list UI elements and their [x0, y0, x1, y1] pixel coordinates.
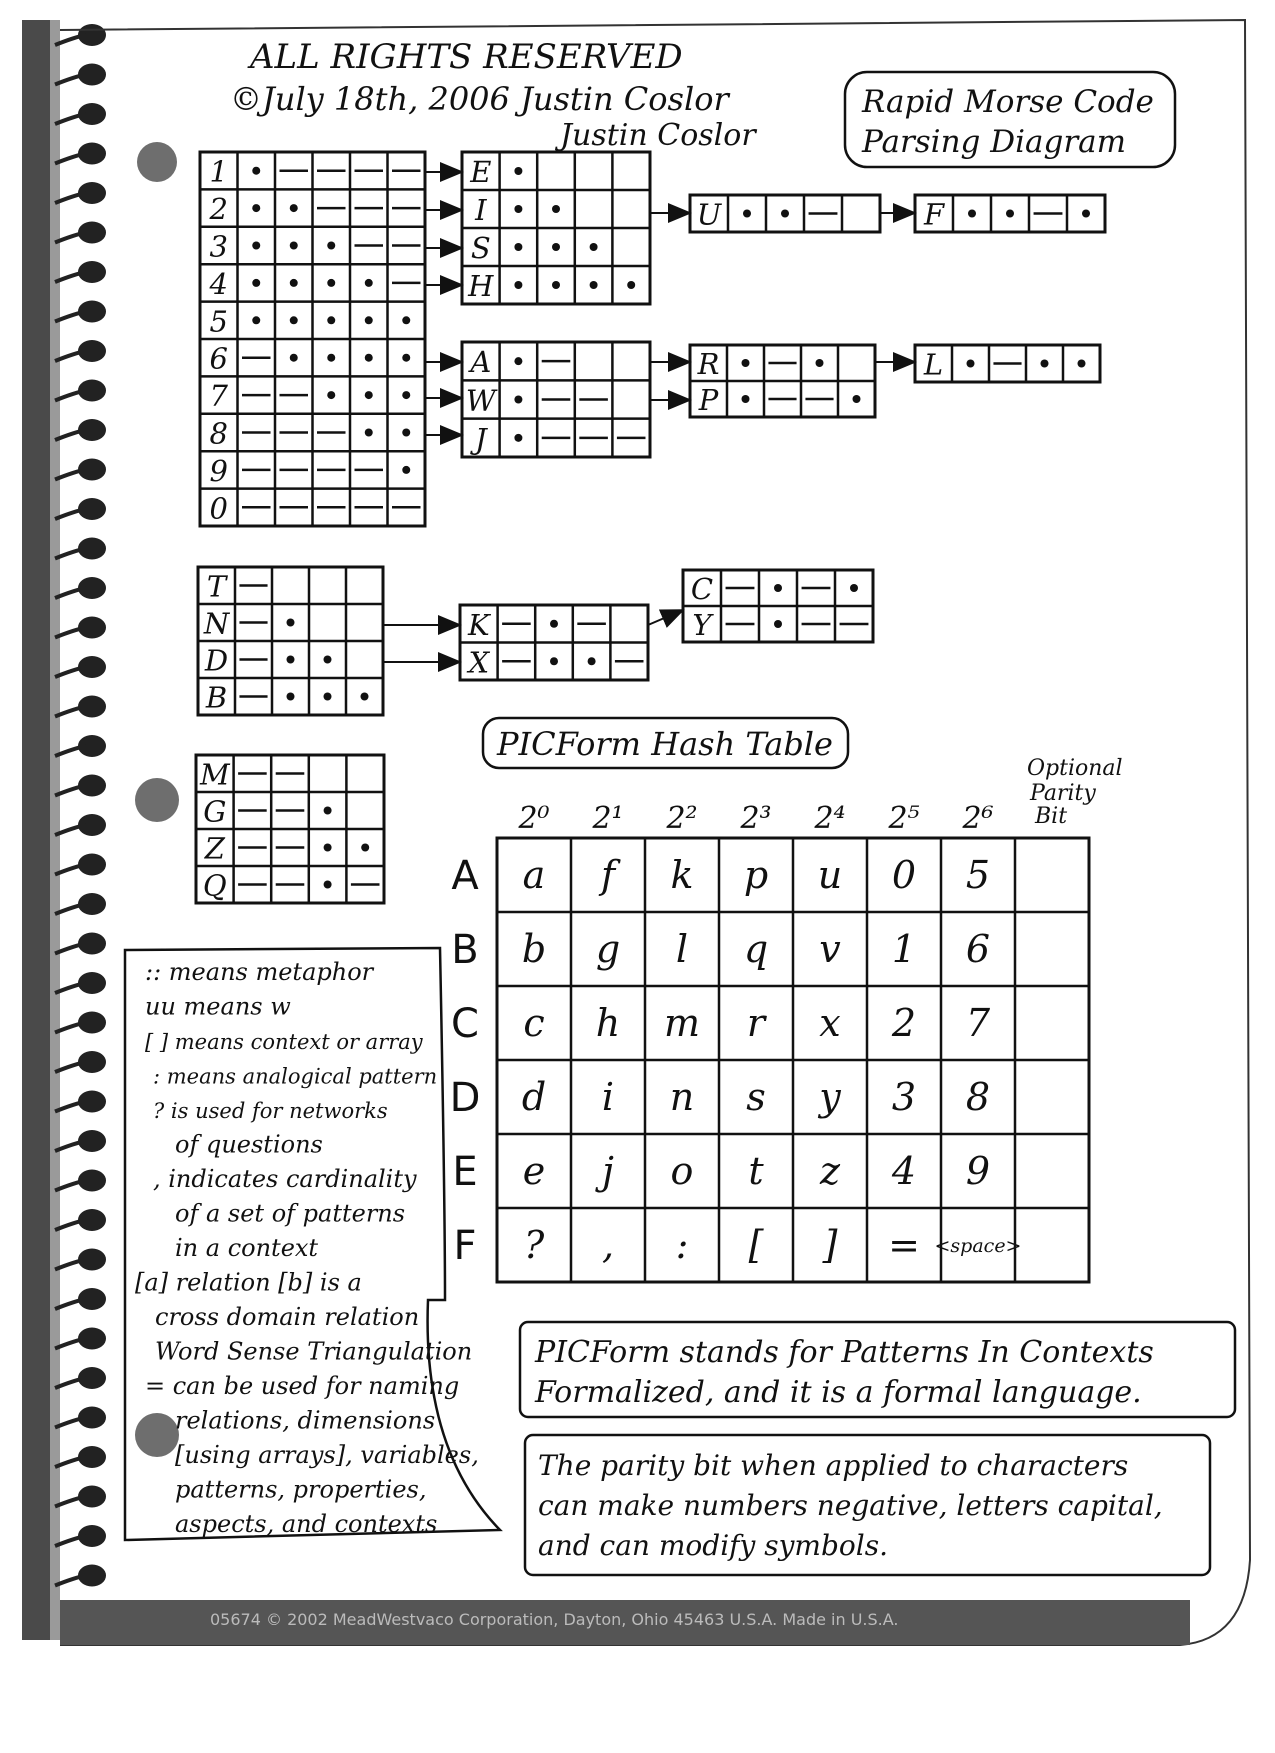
hash-col-header: 2¹ [592, 801, 624, 836]
morse-dot [365, 429, 373, 437]
legend-line: aspects, and contexts [175, 1510, 438, 1538]
morse-dot [967, 360, 975, 368]
morse-table-kx [460, 605, 648, 680]
morse-dot [588, 657, 596, 665]
morse-dot [743, 210, 751, 218]
morse-dot [552, 281, 560, 289]
morse-dot [514, 205, 522, 213]
morse-dot [402, 391, 410, 399]
morse-dot [402, 429, 410, 437]
hash-cell-value: n [669, 1075, 695, 1119]
hash-col-header: 2⁵ [888, 801, 920, 836]
morse-dot [365, 354, 373, 362]
title-line-2: Parsing Diagram [862, 124, 1127, 160]
hash-cell-value: b [521, 927, 547, 971]
hash-cell-value: , [601, 1223, 615, 1267]
hash-cell-value: i [601, 1075, 615, 1119]
picform-note-line-2: Formalized, and it is a formal language. [535, 1375, 1142, 1410]
legend-line: relations, dimensions [175, 1406, 436, 1435]
morse-letter-label: 0 [209, 491, 228, 526]
morse-dot [287, 619, 295, 627]
hash-table [450, 801, 1089, 1282]
morse-dot [252, 167, 260, 175]
morse-dot [742, 395, 750, 403]
hash-cell-value: l [675, 927, 689, 971]
morse-dot [252, 316, 260, 324]
hash-cell-value: s [746, 1075, 766, 1119]
morse-dot [552, 243, 560, 251]
morse-dot [365, 391, 373, 399]
morse-dot [853, 395, 861, 403]
morse-letter-label: F [923, 197, 945, 232]
morse-letter-label: C [690, 572, 714, 606]
hash-cell-value: 1 [891, 927, 917, 971]
hash-cell-value: 9 [965, 1149, 991, 1193]
morse-letter-label: H [468, 269, 494, 303]
morse-letter-label: Y [692, 608, 712, 642]
morse-tables [196, 152, 1105, 903]
morse-letter-label: 1 [209, 154, 228, 189]
morse-dot [324, 693, 332, 701]
morse-letter-label: U [696, 197, 722, 232]
morse-dot [1006, 210, 1014, 218]
parity-note-line-2: can make numbers negative, letters capital, [538, 1489, 1163, 1522]
morse-letter-label: P [698, 383, 719, 417]
rights-reserved-heading: ALL RIGHTS RESERVED [250, 37, 683, 77]
hash-cell-value: h [595, 1001, 621, 1045]
legend-line: = can be used for naming [145, 1372, 460, 1400]
hash-cell-value: m [663, 1001, 701, 1045]
morse-dot [514, 243, 522, 251]
hash-cell-value: f [600, 853, 616, 897]
hash-cell-value: 7 [965, 1001, 991, 1045]
morse-dot [290, 279, 298, 287]
legend-line: in a context [175, 1234, 319, 1262]
hash-col-header: 2⁶ [962, 801, 994, 836]
legend-line: [a] relation [b] is a [135, 1268, 362, 1297]
hash-cell-value: = [888, 1223, 920, 1267]
hash-cell-value: o [670, 1149, 694, 1193]
morse-letter-label: Q [202, 868, 227, 903]
morse-dot [290, 242, 298, 250]
punch-hole-middle [135, 778, 179, 822]
morse-dot [402, 466, 410, 474]
morse-table-tndb [198, 567, 383, 715]
morse-letter-label: J [474, 421, 487, 456]
morse-dot [365, 316, 373, 324]
morse-dot [324, 844, 332, 852]
hash-cell-value: r [746, 1001, 766, 1045]
hash-cell-value: 5 [965, 853, 991, 897]
morse-table-digits [200, 152, 425, 526]
morse-letter-label: Z [204, 831, 225, 866]
morse-dot [324, 807, 332, 815]
legend-line: [ ] means context or array [145, 1030, 423, 1054]
legend-line: , indicates cardinality [153, 1165, 417, 1193]
morse-dot [361, 844, 369, 852]
morse-dot [968, 210, 976, 218]
hash-col-header: 2⁰ [518, 801, 550, 836]
morse-dot [850, 584, 858, 592]
morse-dot [327, 391, 335, 399]
morse-dot [327, 354, 335, 362]
morse-dot [514, 434, 522, 442]
morse-dot [550, 657, 558, 665]
hash-cell-value: 8 [965, 1075, 991, 1119]
morse-letter-label: 9 [209, 453, 228, 488]
legend-line: of questions [175, 1130, 323, 1159]
hash-cell-value: c [523, 1001, 545, 1045]
morse-dot [1078, 360, 1086, 368]
parity-header-line-2: Parity [1030, 781, 1096, 806]
morse-dot [590, 243, 598, 251]
spiral-binding [55, 24, 106, 1587]
hash-cell-value: x [819, 1001, 841, 1045]
morse-letter-label: B [205, 680, 228, 715]
morse-dot [402, 354, 410, 362]
hash-cell-value: v [819, 927, 841, 971]
hash-cell-value: q [743, 927, 769, 971]
morse-dot [816, 359, 824, 367]
hash-cell-value: 6 [965, 927, 991, 971]
legend-line: patterns, properties, [175, 1475, 427, 1504]
hash-cell-value: 2 [891, 1001, 917, 1045]
morse-table-eish [462, 152, 650, 304]
morse-letter-label: 2 [209, 192, 228, 227]
morse-dot [252, 242, 260, 250]
hash-cell-value: ] [822, 1223, 838, 1267]
hash-row-label: A [451, 853, 479, 899]
legend-line: ? is used for networks [153, 1099, 388, 1123]
morse-dot [327, 279, 335, 287]
hash-cell-value: 3 [891, 1075, 917, 1119]
hash-cell-value: : [675, 1223, 689, 1267]
picform-note-line-1: PICForm stands for Patterns In Contexts [535, 1335, 1154, 1370]
punch-hole-top [137, 142, 177, 182]
hash-row-label: D [449, 1075, 481, 1121]
morse-dot [327, 242, 335, 250]
morse-letter-label: D [204, 643, 229, 678]
morse-dot [365, 279, 373, 287]
morse-dot [590, 281, 598, 289]
morse-letter-label: W [465, 383, 496, 418]
morse-letter-label: X [468, 645, 490, 680]
hash-row-label: E [452, 1149, 478, 1195]
morse-dot [361, 693, 369, 701]
hash-cell-value: e [522, 1149, 546, 1193]
morse-dot [514, 396, 522, 404]
hash-cell-value: 4 [891, 1149, 917, 1193]
hash-row-label: F [453, 1223, 477, 1269]
morse-letter-label: N [203, 606, 230, 641]
title-line-1: Rapid Morse Code [862, 84, 1154, 120]
morse-table-awj [462, 342, 650, 457]
legend-line: uu means w [145, 992, 291, 1021]
hash-cell-value: u [817, 853, 843, 897]
morse-table-cy [683, 570, 873, 642]
hash-cell-value: z [819, 1149, 841, 1193]
morse-dot [742, 359, 750, 367]
morse-table-f [915, 195, 1105, 232]
morse-table-rp [690, 345, 875, 417]
legend-line: :: means metaphor [145, 958, 374, 986]
hash-col-header: 2² [666, 801, 698, 836]
hash-col-header: 2⁴ [814, 801, 846, 836]
morse-dot [514, 281, 522, 289]
morse-dot [1041, 360, 1049, 368]
morse-dot [324, 656, 332, 664]
hash-cell-value: a [522, 853, 546, 897]
hash-cell-value: y [819, 1075, 841, 1119]
morse-dot [287, 693, 295, 701]
morse-dot [1082, 210, 1090, 218]
morse-dot [252, 204, 260, 212]
morse-letter-label: M [199, 757, 230, 792]
legend-line: cross domain relation [155, 1303, 420, 1331]
hash-row-label: C [451, 1001, 479, 1047]
morse-letter-label: L [923, 347, 944, 382]
morse-dot [287, 656, 295, 664]
morse-letter-label: 6 [209, 341, 228, 376]
morse-table-u [690, 195, 880, 232]
morse-dot [324, 881, 332, 889]
binding-shadow [50, 20, 60, 1640]
binding-strip [22, 20, 50, 1640]
hash-cell-value: k [670, 853, 694, 897]
parity-note-line-3: and can modify symbols. [538, 1529, 888, 1562]
morse-dot [514, 357, 522, 365]
legend-line: Word Sense Triangulation [155, 1337, 473, 1366]
morse-letter-label: 5 [209, 304, 228, 339]
hash-cell-value: 0 [891, 853, 917, 897]
morse-dot [550, 620, 558, 628]
morse-letter-label: I [475, 193, 487, 227]
signature: Justin Coslor [560, 118, 756, 153]
morse-dot [402, 316, 410, 324]
hash-table-title: PICForm Hash Table [497, 725, 833, 763]
morse-letter-label: 3 [209, 229, 228, 264]
hash-col-header: 2³ [740, 801, 772, 836]
hash-cell-value: ? [523, 1223, 545, 1267]
hash-cell-value: p [743, 853, 769, 897]
morse-dot [252, 279, 260, 287]
morse-letter-label: T [206, 569, 227, 604]
parity-header-line-3: Bit [1035, 804, 1068, 829]
hash-cell-value: j [602, 1149, 614, 1193]
connector-arrow [648, 610, 683, 625]
legend-line: of a set of patterns [175, 1199, 406, 1228]
legend-line: [using arrays], variables, [175, 1441, 479, 1469]
morse-letter-label: K [467, 607, 490, 642]
morse-table-l [915, 345, 1100, 382]
morse-letter-label: 8 [209, 416, 228, 451]
hash-cell-value: d [521, 1075, 547, 1119]
morse-letter-label: E [470, 155, 492, 189]
morse-dot [774, 620, 782, 628]
parity-header-line-1: Optional [1027, 756, 1123, 781]
morse-letter-label: S [470, 231, 491, 265]
legend-text [135, 958, 479, 1538]
morse-letter-label: A [470, 345, 492, 380]
hash-cell-value: t [748, 1149, 764, 1193]
morse-letter-label: 7 [209, 379, 228, 414]
punch-hole-bottom [135, 1413, 179, 1457]
hash-cell-value: <space> [934, 1235, 1022, 1257]
morse-dot [774, 584, 782, 592]
copyright-line: ©July 18th, 2006 Justin Coslor [230, 80, 729, 118]
morse-letter-label: R [697, 347, 720, 381]
parity-note-line-1: The parity bit when applied to characters [538, 1449, 1129, 1482]
footer-print-text: 05674 © 2002 MeadWestvaco Corporation, Dayton, Ohio 45463 U.S.A. Made in U.S.A. [210, 1610, 899, 1629]
morse-letter-label: G [203, 794, 227, 829]
morse-dot [290, 316, 298, 324]
morse-dot [627, 281, 635, 289]
hash-cell-value: g [595, 927, 621, 971]
legend-line: : means analogical pattern [153, 1064, 438, 1089]
morse-dot [327, 316, 335, 324]
morse-dot [290, 354, 298, 362]
hash-cell-value: [ [748, 1223, 764, 1267]
morse-table-mgzq [196, 755, 384, 903]
morse-dot [514, 167, 522, 175]
morse-dot [781, 210, 789, 218]
morse-letter-label: 4 [209, 266, 228, 301]
morse-dot [552, 205, 560, 213]
hash-row-label: B [451, 927, 479, 973]
morse-dot [290, 204, 298, 212]
